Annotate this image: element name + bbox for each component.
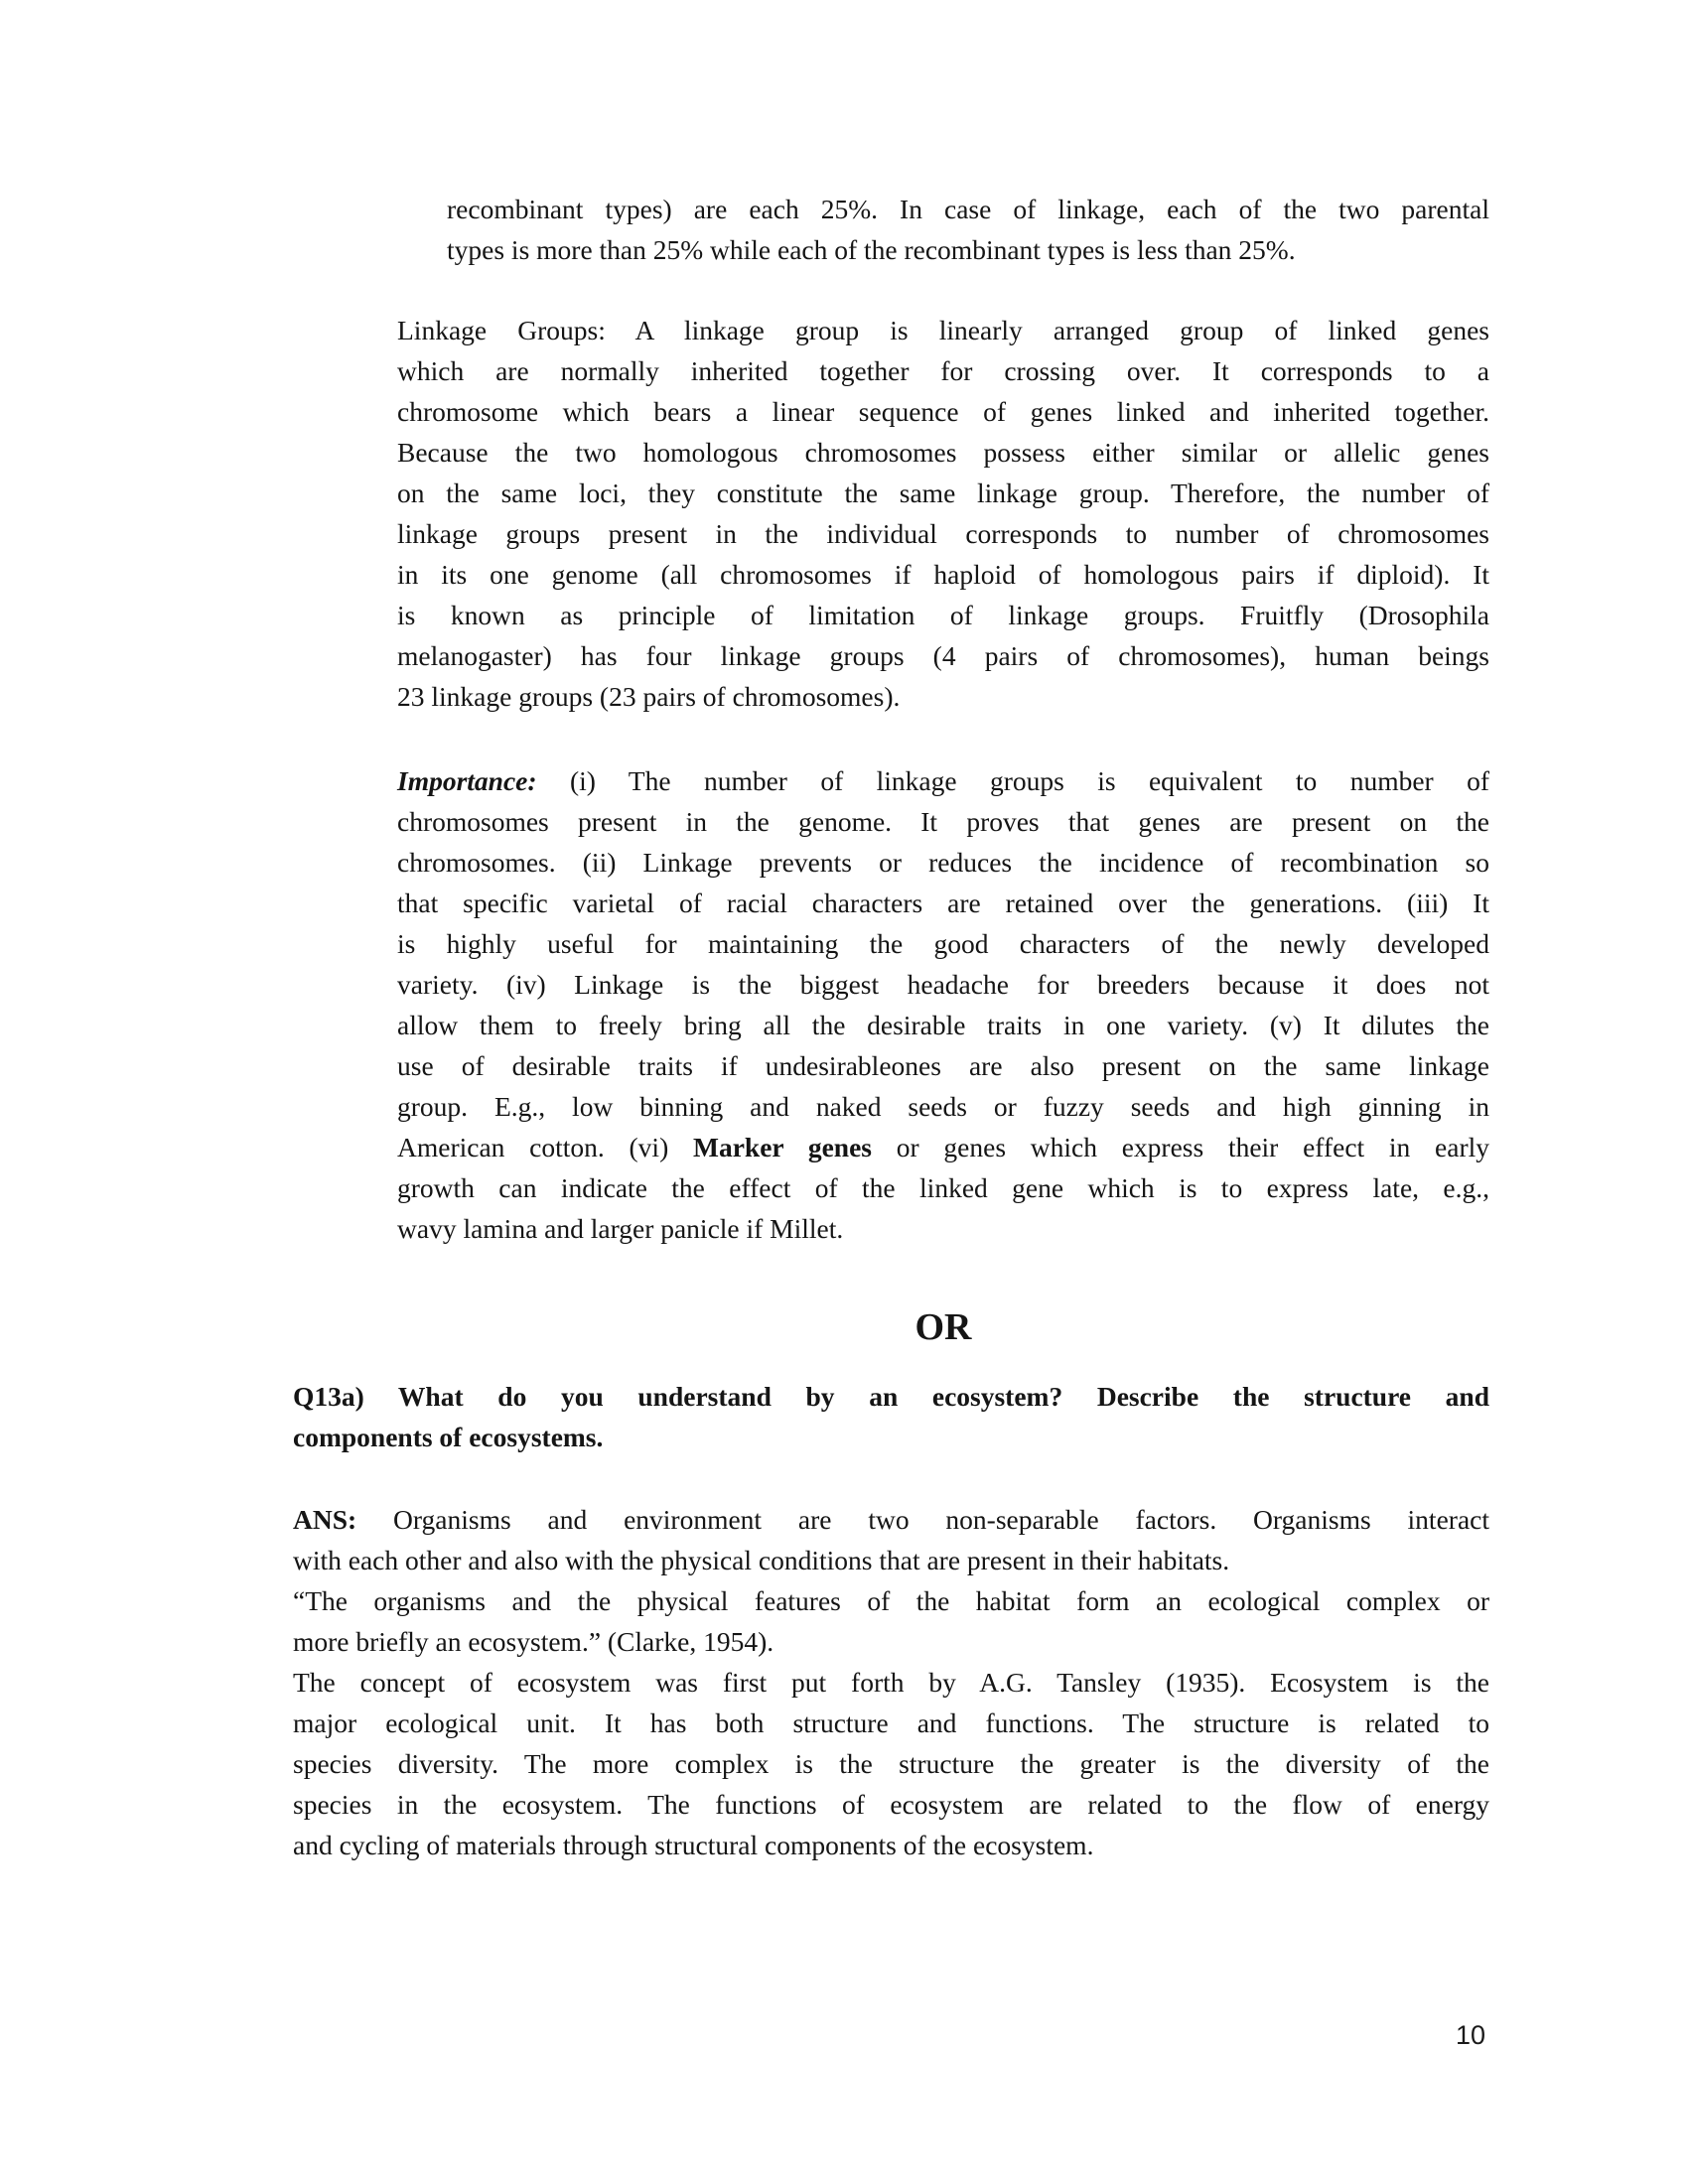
text-segment: chromosome which bears a linear sequence of genes linked and inherited together. xyxy=(397,396,1489,427)
text-line xyxy=(293,1743,1489,1784)
page-number: 10 xyxy=(1456,2020,1486,2050)
text-segment: which are normally inherited together for crossing over. It corresponds to a xyxy=(397,355,1489,386)
text-line xyxy=(397,554,1489,595)
text-segment: chromosomes. (ii) Linkage prevents or reduces the incidence of recombination so xyxy=(397,847,1489,878)
text-segment: growth can indicate the effect of the linked gene which is to express late, e.g., xyxy=(397,1172,1489,1203)
text-line xyxy=(397,595,1489,635)
text-segment: with each other and also with the physical conditions that are present in their habitats. xyxy=(293,1545,1230,1575)
text-segment: is highly useful for maintaining the good characters of the newly developed xyxy=(397,928,1489,959)
answer-paragraph xyxy=(293,1499,1489,1865)
text-segment: chromosomes present in the genome. It proves that genes are present on the xyxy=(397,806,1489,837)
text-segment: “The organisms and the physical features of the habitat form an ecological complex or xyxy=(293,1585,1489,1616)
text-segment: in its one genome (all chromosomes if haploid of homologous pairs if diploid). It xyxy=(397,559,1489,590)
text-segment: Q13a) What do you understand by an ecosystem? Describe the structure and xyxy=(293,1381,1489,1412)
text-segment: or genes which express their effect in early xyxy=(872,1132,1490,1162)
text-line xyxy=(293,1417,1489,1457)
text-segment: use of desirable traits if undesirableones are also present on the same linkage xyxy=(397,1050,1489,1081)
text-segment: allow them to freely bring all the desirable traits in one variety. (v) It dilutes the xyxy=(397,1010,1489,1040)
text-segment: is known as principle of limitation of linkage groups. Fruitfly (Drosophila xyxy=(397,600,1489,630)
text-line xyxy=(397,964,1489,1005)
text-line xyxy=(397,473,1489,513)
text-segment: melanogaster) has four linkage groups (4 pairs of chromosomes), human beings xyxy=(397,640,1489,671)
text-line xyxy=(447,229,1489,270)
text-line xyxy=(397,676,1489,717)
text-segment: Linkage Groups: A linkage group is linearly arranged group of linked genes xyxy=(397,315,1489,345)
text-line xyxy=(397,350,1489,391)
text-segment: that specific varietal of racial characters are retained over the generations. (iii) It xyxy=(397,887,1489,918)
text-segment: species in the ecosystem. The functions of ecosystem are related to the flow of energy xyxy=(293,1789,1489,1820)
text-line xyxy=(293,1784,1489,1825)
text-segment: species diversity. The more complex is the structure the greater is the diversity of the xyxy=(293,1748,1489,1779)
text-segment: 23 linkage groups (23 pairs of chromosomes). xyxy=(397,681,901,712)
text-line xyxy=(397,1005,1489,1045)
text-line xyxy=(397,1127,1489,1167)
text-segment: major ecological unit. It has both structure and functions. The structure is related to xyxy=(293,1707,1489,1738)
text-segment: components of ecosystems. xyxy=(293,1422,604,1452)
text-segment: recombinant types) are each 25%. In case of linkage, each of the two parental xyxy=(447,194,1489,224)
text-line xyxy=(397,842,1489,883)
text-line xyxy=(293,1580,1489,1621)
text-line xyxy=(397,513,1489,554)
text-line xyxy=(293,1376,1489,1417)
paragraph-importance xyxy=(397,760,1489,1249)
text-line xyxy=(397,760,1489,801)
text-segment: linkage groups present in the individual corresponds to number of chromosomes xyxy=(397,518,1489,549)
paragraph-recombinant-carryover xyxy=(447,189,1489,270)
text-line xyxy=(447,189,1489,229)
text-line xyxy=(293,1703,1489,1743)
text-segment: group. E.g., low binning and naked seeds or fuzzy seeds and high ginning in xyxy=(397,1091,1489,1122)
text-line xyxy=(397,923,1489,964)
text-line xyxy=(397,635,1489,676)
text-segment: variety. (iv) Linkage is the biggest headache for breeders because it does not xyxy=(397,969,1489,1000)
text-segment: more briefly an ecosystem.” (Clarke, 1954). xyxy=(293,1626,774,1657)
text-line xyxy=(293,1825,1489,1865)
text-segment: and cycling of materials through structural components of the ecosystem. xyxy=(293,1830,1094,1860)
text-segment: Importance: xyxy=(397,765,537,796)
text-segment: American cotton. (vi) xyxy=(397,1132,693,1162)
text-line xyxy=(397,883,1489,923)
text-segment: (i) The number of linkage groups is equivalent to number of xyxy=(536,765,1489,796)
question-q13a xyxy=(293,1376,1489,1457)
text-segment: on the same loci, they constitute the same linkage group. Therefore, the number of xyxy=(397,478,1489,508)
text-line xyxy=(397,1208,1489,1249)
text-segment: ANS: xyxy=(293,1504,357,1535)
or-divider: OR xyxy=(914,1306,972,1348)
text-line xyxy=(293,1499,1489,1540)
text-line xyxy=(397,310,1489,350)
text-line xyxy=(293,1662,1489,1703)
text-segment: The concept of ecosystem was first put forth by A.G. Tansley (1935). Ecosystem is the xyxy=(293,1667,1489,1698)
text-segment: Organisms and environment are two non-separable factors. Organisms interact xyxy=(356,1504,1489,1535)
text-line xyxy=(397,801,1489,842)
text-segment: Marker genes xyxy=(692,1132,873,1162)
text-line xyxy=(293,1621,1489,1662)
text-segment: Because the two homologous chromosomes possess either similar or allelic genes xyxy=(397,437,1489,468)
text-line xyxy=(397,391,1489,432)
text-line xyxy=(397,1045,1489,1086)
text-segment: types is more than 25% while each of the recombinant types is less than 25%. xyxy=(447,234,1296,265)
text-line xyxy=(397,432,1489,473)
paragraph-linkage-groups xyxy=(397,310,1489,717)
text-line xyxy=(397,1167,1489,1208)
text-line xyxy=(397,1086,1489,1127)
text-segment: wavy lamina and larger panicle if Millet. xyxy=(397,1213,844,1244)
text-line xyxy=(293,1540,1489,1580)
